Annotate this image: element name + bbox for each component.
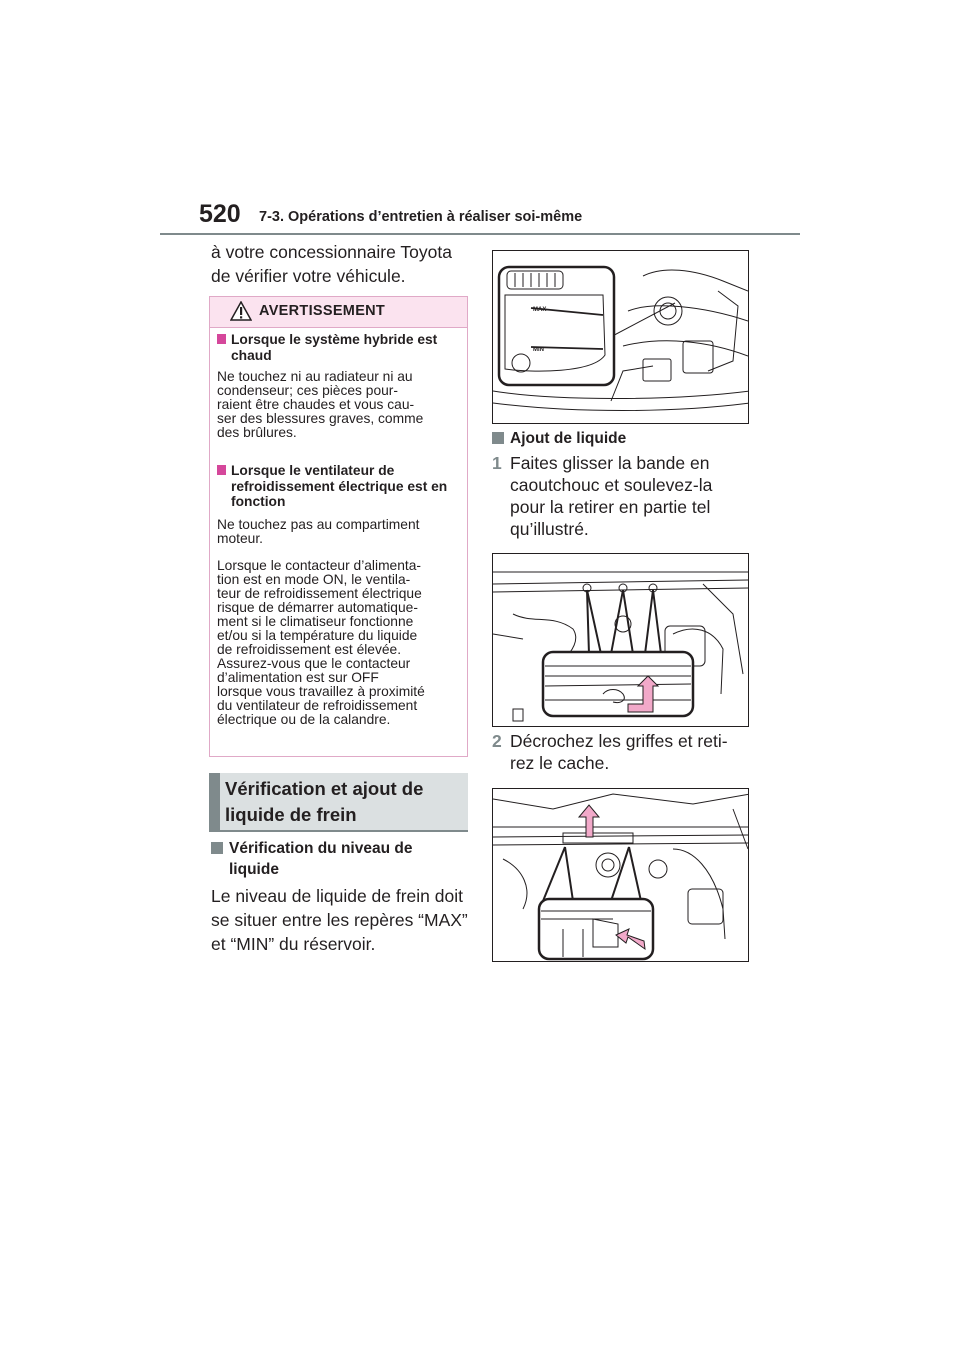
step-2 (492, 730, 738, 774)
up-arrow-icon (579, 805, 599, 837)
warning-item-text: Ne touchez pas au compartiment moteur. (217, 517, 420, 546)
section-title: 7-3. Opérations d’entretien à réaliser soi-même (259, 209, 583, 225)
magnifier-frame (499, 267, 614, 385)
cover-removal-drawing (493, 789, 749, 962)
rubber-strip-drawing (493, 554, 749, 727)
check-heading-text: Vérification du niveau de liquide (229, 840, 413, 878)
section-heading-text: Vérification et ajout de liquide de frein (225, 778, 424, 825)
warning-item-heading-text: Lorsque le système hybride est chaud (231, 332, 438, 363)
warning-item-heading (217, 332, 461, 363)
step-text: Faites glisser la bande en caoutchouc et soulevez-la pour la retirer en partie tel qu’illustré. (510, 453, 713, 539)
step-number: 2 (492, 731, 502, 751)
section-heading (209, 773, 468, 832)
max-label: MAX (533, 307, 547, 313)
intro-text: à votre concessionnaire Toyota de vérifier votre véhicule. (211, 242, 452, 286)
heading-marker (217, 465, 226, 475)
cover-removal-illustration (492, 788, 749, 962)
heading-square (492, 432, 504, 444)
step-number: 1 (492, 453, 502, 473)
rubber-strip-illustration (492, 553, 749, 727)
section-heading-bar (209, 773, 220, 830)
warning-item-heading-text: Lorsque le ventilateur de refroidissement électrique est en fonction (231, 463, 448, 509)
warning-header (210, 297, 467, 328)
heading-marker (217, 334, 226, 344)
warning-item-text: Lorsque le contacteur d’alimenta- tion est en mode ON, le ventila- teur de refroidissement électrique risque de démarrer automatique- ment si le climatiseur fonctionne et/ou si la température du liquide de refroidissement est élevée. Assurez-vous que le contacteur d’alimentation est sur OFF lorsque vous travaillez à proximité du ventilateur de refroidissement électrique ou de la calandre. (217, 558, 425, 727)
add-heading-text: Ajout de liquide (510, 430, 627, 447)
check-text: Le niveau de liquide de frein doit se situer entre les repères “MAX” et “MIN” du réservoir. (211, 886, 468, 954)
header-rule (160, 233, 800, 235)
warning-triangle-icon (230, 301, 252, 321)
heading-square (211, 842, 223, 854)
reservoir-drawing (493, 251, 749, 424)
warning-box (209, 296, 468, 757)
add-heading (492, 428, 732, 449)
check-heading (211, 838, 461, 880)
step-1 (492, 452, 738, 540)
min-label: MIN (533, 347, 544, 353)
warning-title: AVERTISSEMENT (259, 303, 386, 319)
warning-item-text: Ne touchez ni au radiateur ni au condenseur; ces pièces pour- raient être chaudes et vous cau- ser des blessures graves, comme des brûlures. (217, 369, 424, 440)
step-text: Décrochez les griffes et reti- rez le cache. (510, 731, 728, 773)
warning-item-heading (217, 463, 461, 510)
magnifier-frame (539, 899, 653, 959)
page-number: 520 (199, 200, 241, 228)
reservoir-illustration (492, 250, 749, 424)
